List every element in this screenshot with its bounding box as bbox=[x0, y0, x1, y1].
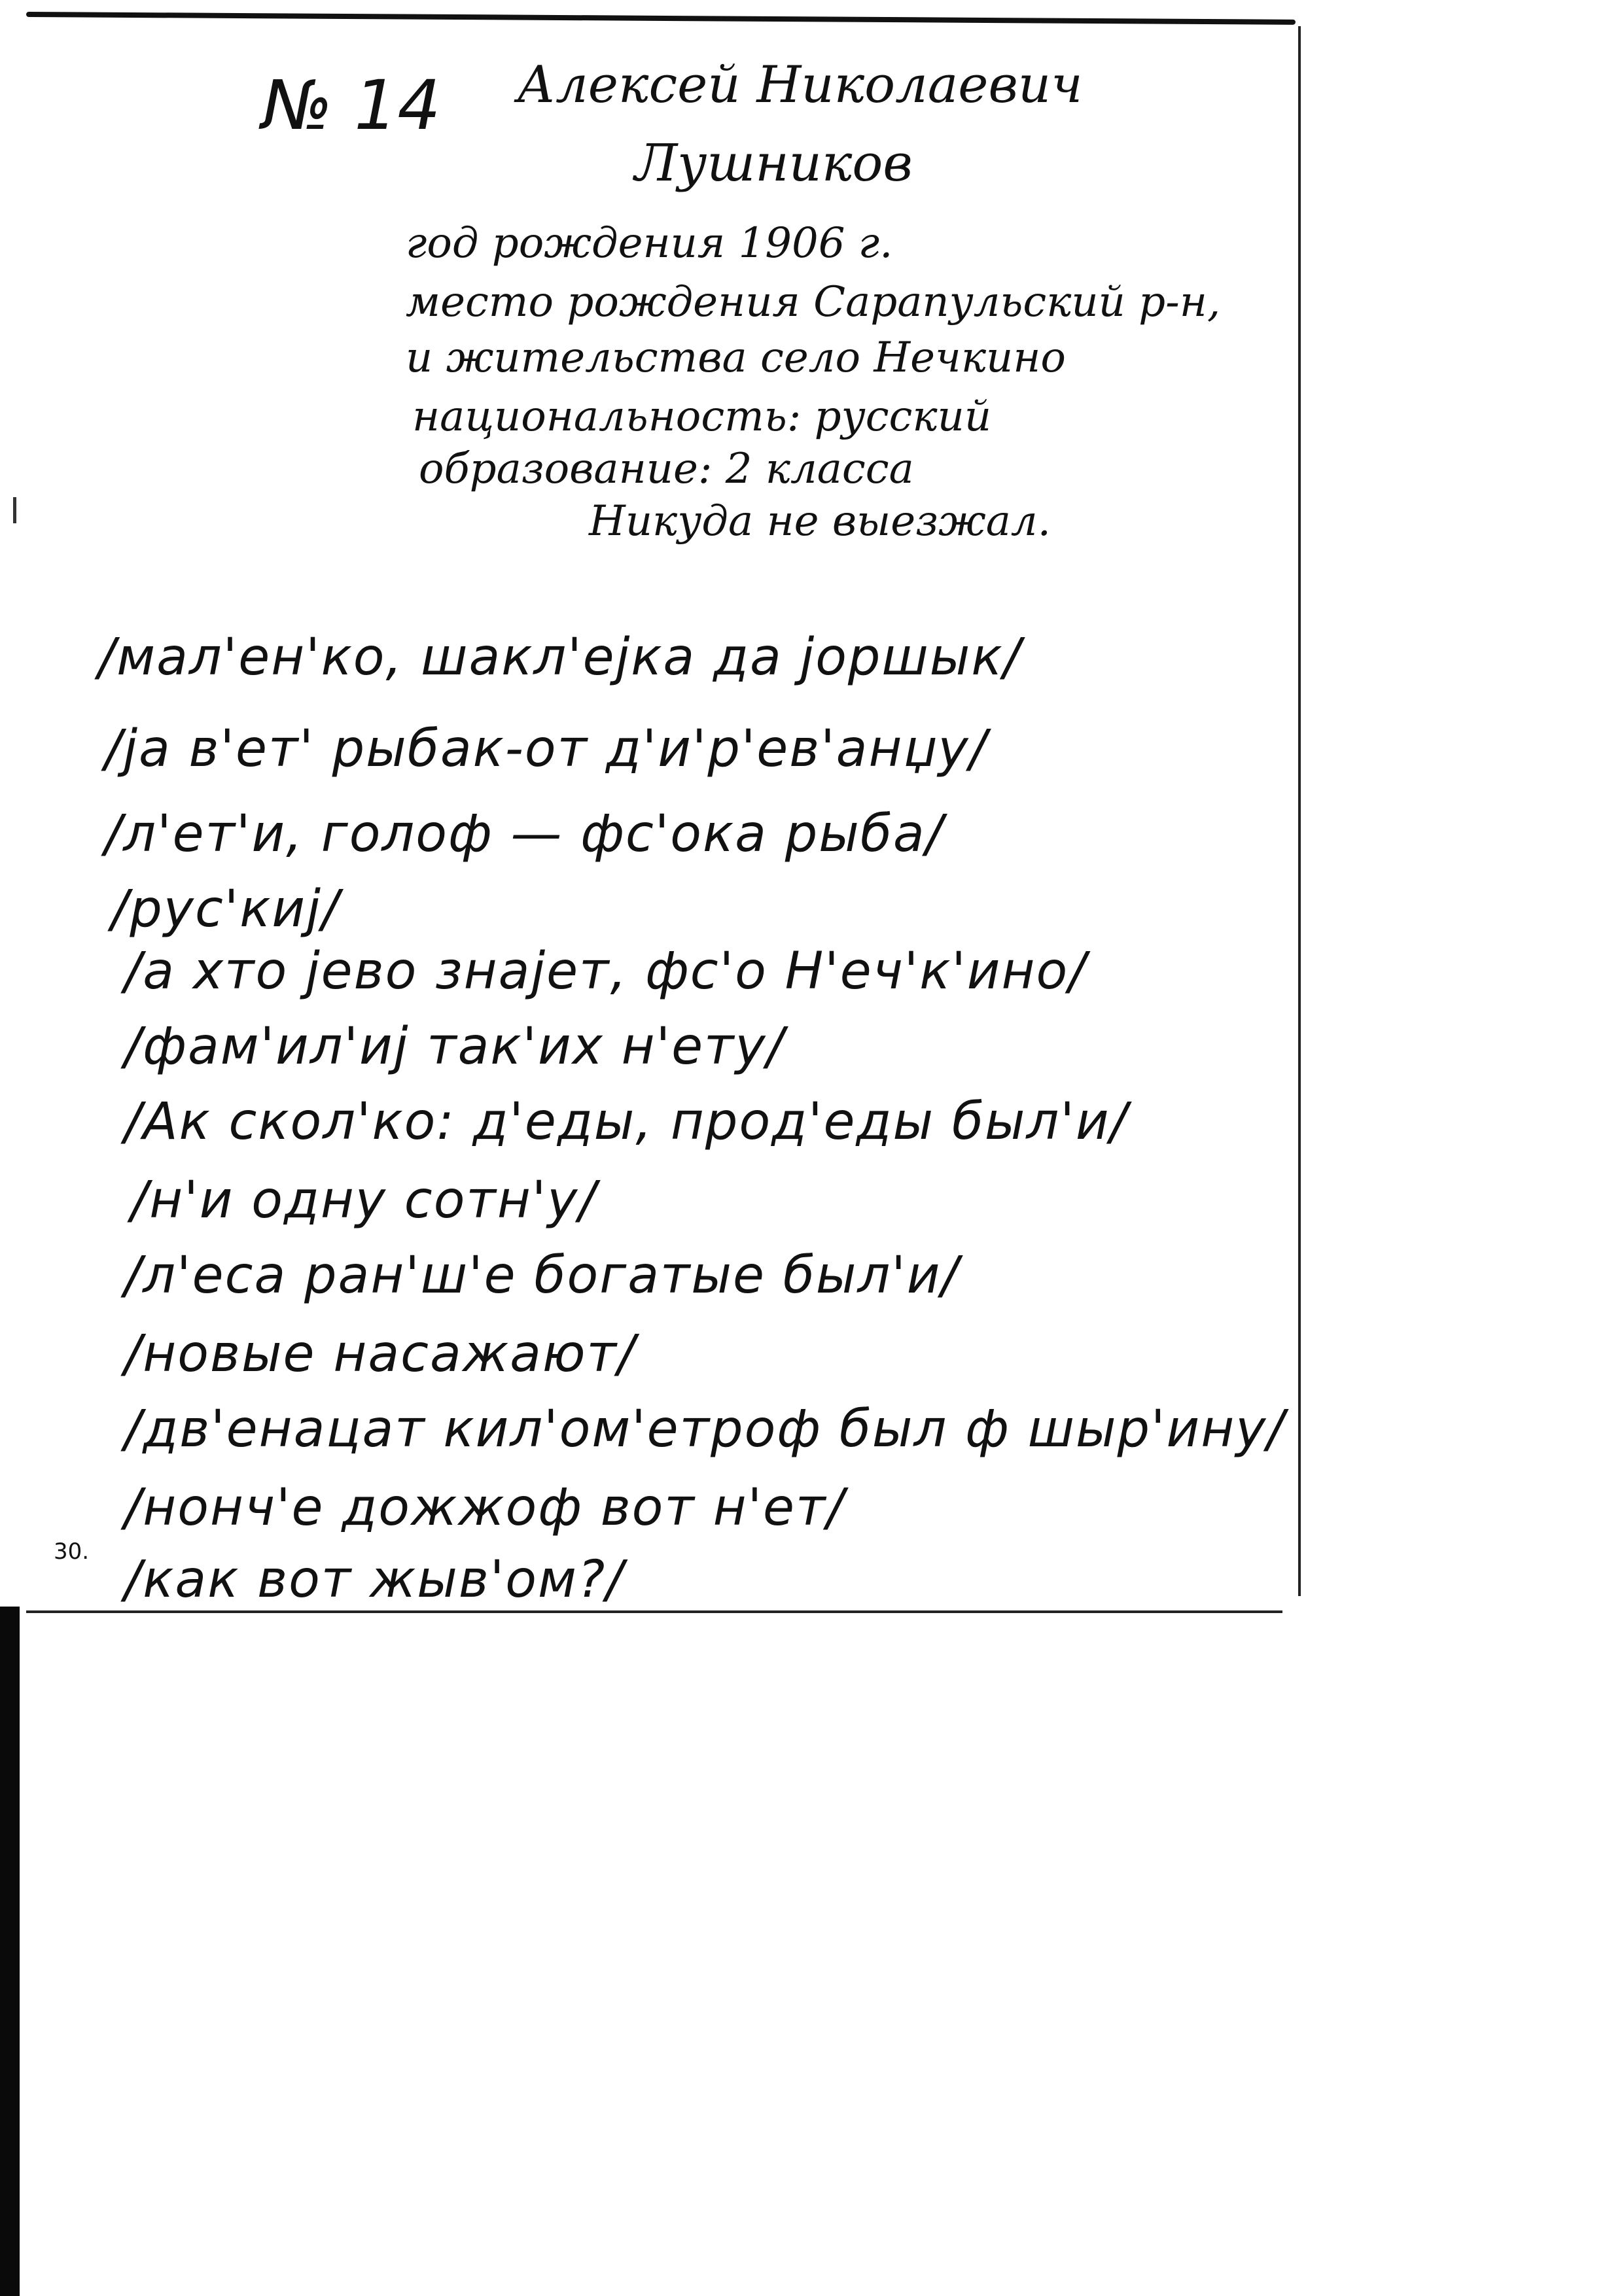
birth-place: место рождения Сарапульский р-н, bbox=[406, 278, 1221, 326]
birth-year: год рождения 1906 г. bbox=[406, 219, 893, 268]
margin-number: 30. bbox=[54, 1539, 90, 1565]
transcript-line: /новые насажают/ bbox=[124, 1325, 637, 1383]
transcript-line: /н'и одну сотн'у/ bbox=[131, 1171, 597, 1230]
transcript-line: /как вот жыв'ом?/ bbox=[124, 1550, 625, 1609]
informant-name: Алексей Николаевич bbox=[517, 56, 1083, 114]
education: образование: 2 класса bbox=[419, 445, 914, 493]
informant-surname: Лушников bbox=[635, 134, 913, 193]
residence: и жительства село Нечкино bbox=[406, 334, 1066, 382]
nationality: национальность: русский bbox=[412, 392, 992, 441]
transcript-line: /мал'ен'ко, шакл'ејка да јоршык/ bbox=[98, 628, 1022, 687]
travel-note: Никуда не выезжал. bbox=[589, 497, 1051, 546]
scan-right-edge bbox=[1298, 26, 1301, 1596]
transcript-line: /дв'енацат кил'ом'етроф был ф шыр'ину/ bbox=[124, 1400, 1286, 1459]
scan-top-edge bbox=[26, 12, 1296, 25]
scan-left-mark bbox=[13, 497, 16, 523]
scan-bottom-rule bbox=[26, 1610, 1282, 1613]
transcript-line: /Ак скол'ко: д'еды, прод'еды был'и/ bbox=[124, 1092, 1129, 1151]
scan-left-shadow bbox=[0, 1607, 20, 2296]
transcript-line: /л'ет'и, голоф — фс'ока рыба/ bbox=[105, 805, 944, 863]
transcript-line: /л'еса ран'ш'е богатые был'и/ bbox=[124, 1246, 960, 1305]
record-number: № 14 bbox=[262, 65, 441, 145]
transcript-line: /фам'ил'иј так'их н'ету/ bbox=[124, 1017, 785, 1076]
transcript-line: /ја в'ет' рыбак-от д'и'р'ев'анџу/ bbox=[105, 720, 988, 778]
transcript-line: /рус'киј/ bbox=[111, 880, 341, 939]
transcript-line: /нонч'е дожжоф вот н'ет/ bbox=[124, 1478, 845, 1537]
transcript-line: /а хто јево знајет, фс'о Н'еч'к'ино/ bbox=[124, 942, 1087, 1001]
